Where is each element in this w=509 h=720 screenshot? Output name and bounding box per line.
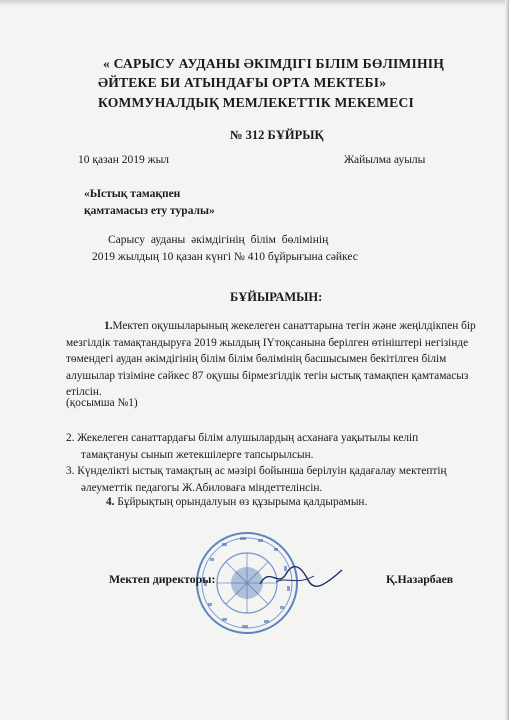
item-2-line-1: 2. Жекелеген санаттардағы білім алушылардың асханаға уақытылы келіп [66,432,419,444]
header-line-3: КОММУНАЛДЫҚ МЕМЛЕКЕТТІК МЕКЕМЕСІ [98,95,414,110]
item-3 [66,463,447,496]
subject-line-1: «Ыстық тамақпен [84,188,181,200]
item-4-text: Бұйрықтың орындалуын өз құзырыма қалдырамын. [114,496,368,508]
header-line-2: ӘЙТЕКЕ БИ АТЫНДАҒЫ ОРТА МЕКТЕБІ» [98,75,387,90]
basis-line-1: Сарысу ауданы әкімдігінің білім бөлімінің [108,234,329,246]
item-2-line-2: тамақтануы сынып жетекшілерге тапсырылсын. [81,448,314,461]
decree-heading: БҰЙЫРАМЫН: [230,290,323,304]
order-title: № 312 БҰЙРЫҚ [230,128,324,142]
item-1 [66,318,506,401]
header-line-1: « САРЫСУ АУДАНЫ ӘКІМДІГІ БІЛІМ БӨЛІМІНІҢ [103,56,444,71]
attachment-note: (қосымша №1) [66,397,138,409]
subject-line-2: қамтамасыз ету туралы» [84,205,215,217]
basis-line-2: 2019 жылдың 10 қазан күнгі № 410 бұйрығына сәйкес [92,251,358,263]
item-1-line-3: төмендегі аудан әкімдігінің білім білім бөлімінің басшысымен бекітілген білім [66,353,447,366]
item-1-line-1 [66,318,506,335]
item-1-text: Мектеп оқушыларының жекелеген санаттарына тегін және жеңілдікпен бір [112,320,476,332]
order-basis [92,232,358,266]
item-1-line-5: етілсін. [66,386,102,399]
director-name: Қ.Назарбаев [386,572,454,586]
order-date: 10 қазан 2019 жыл [78,154,170,166]
scan-edge-top [0,0,509,6]
item-3-line-1: 3. Күнделікті ыстық тамақтың ас мәзірі бойынша берілуін қадағалау мектептің [66,465,447,477]
item-1-number: 1. [104,320,113,332]
item-3-line-2: әлеуметтік педагогы Ж.Абиловаға міндеттелінсін. [81,481,323,494]
item-4 [106,496,367,508]
director-title: Мектеп директоры: [109,572,216,586]
item-1-line-2: мезгілдік тамақтандыруға 2019 жылдың ІҮтоқсанына берілген өтініштері негізінде [66,336,469,349]
director-signature [256,562,346,592]
order-place: Жайылма ауылы [344,154,426,166]
item-4-number: 4. [106,496,115,508]
item-2 [66,430,418,463]
order-subject [84,186,215,220]
item-1-line-4: алушылар тізіміне сәйкес 87 оқушы бірмезгілдік тегін ыстық тамақпен қамтамасыз [66,369,469,382]
